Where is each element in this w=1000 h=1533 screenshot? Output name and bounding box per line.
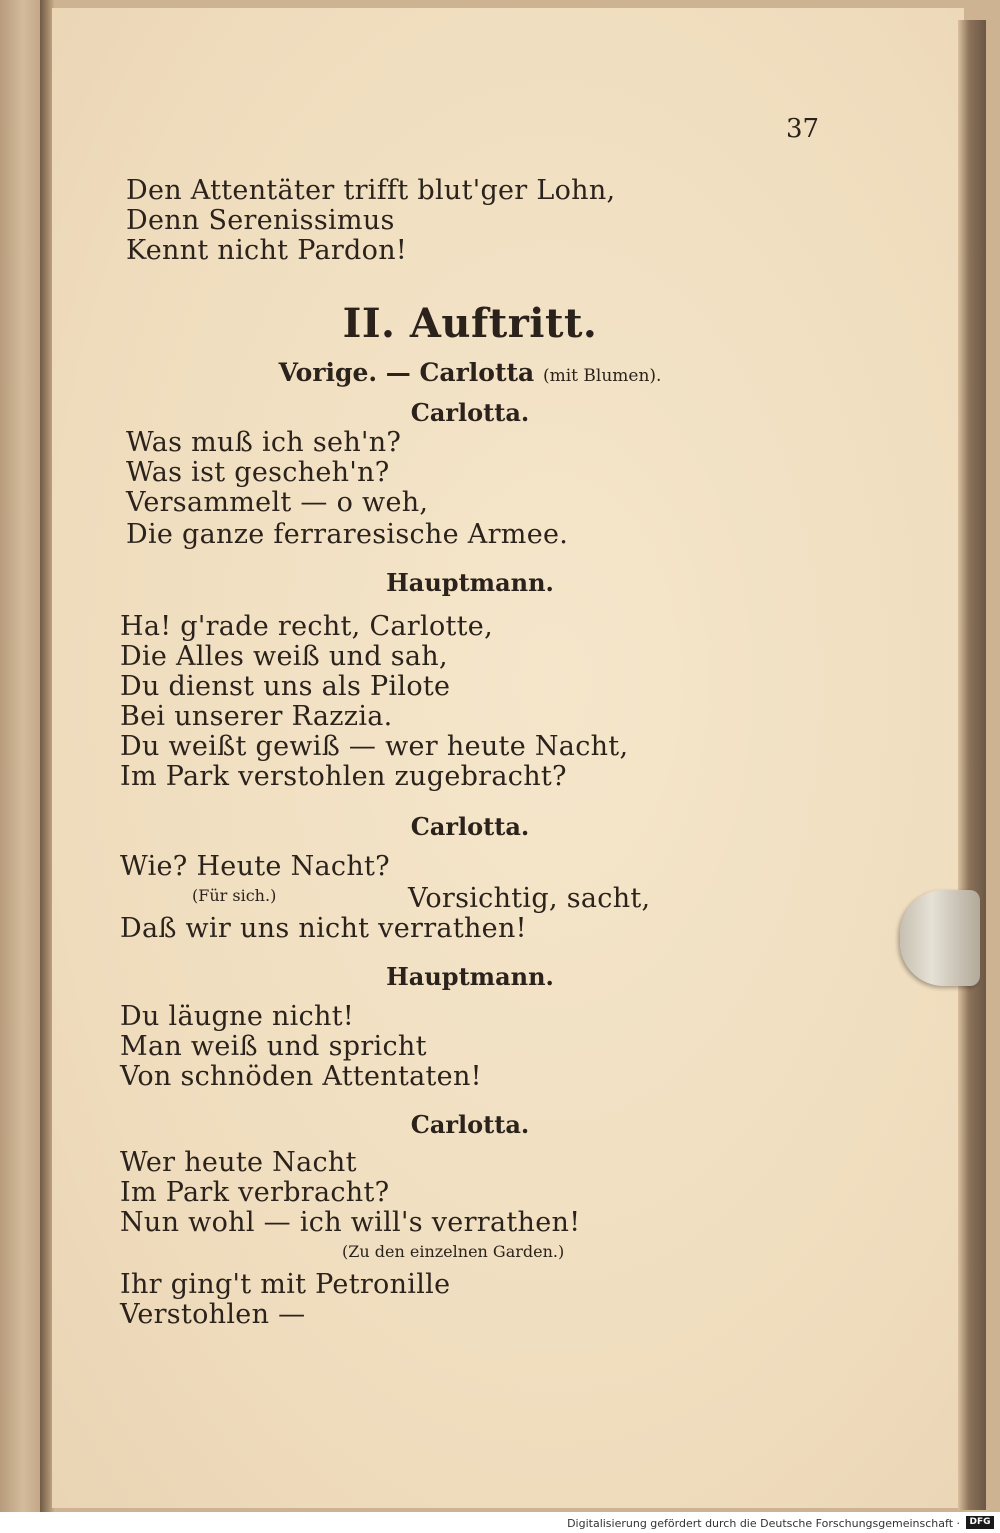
cast-note: (mit Blumen).	[542, 366, 662, 386]
previous-page-edge	[0, 0, 42, 1512]
verse-line: Versammelt — o weh,	[126, 487, 429, 518]
verse-line: Ihr ging't mit Petronille	[120, 1269, 451, 1300]
verse-line: Wer heute Nacht	[120, 1147, 357, 1178]
cast-names: Vorige. — Carlotta	[278, 358, 535, 387]
verse-line: Denn Serenissimus	[126, 205, 395, 236]
verse-line: Daß wir uns nicht verrathen!	[120, 913, 527, 944]
scene-title: II. Auftritt.	[342, 300, 598, 347]
cast-line	[0, 358, 940, 387]
speaker-name: Carlotta.	[410, 1110, 530, 1139]
verse-line: Du dienst uns als Pilote	[120, 671, 451, 702]
speaker-name: Carlotta.	[410, 398, 530, 427]
verse-line: Du läugne nicht!	[120, 1001, 355, 1032]
stage-direction: (Zu den einzelnen Garden.)	[342, 1242, 565, 1261]
verse-line: Im Park verstohlen zugebracht?	[120, 761, 567, 792]
verse-line: Im Park verbracht?	[120, 1177, 390, 1208]
verse-line: Verstohlen —	[120, 1299, 306, 1330]
verse-line: Den Attentäter trifft blut'ger Lohn,	[126, 175, 616, 206]
verse-line: Man weiß und spricht	[120, 1031, 427, 1062]
verse-line: Kennt nicht Pardon!	[126, 235, 408, 266]
verse-line: Bei unserer Razzia.	[120, 701, 393, 732]
stage-direction: (Für sich.)	[192, 886, 277, 905]
speaker-name: Hauptmann.	[386, 568, 554, 597]
verse-line: Nun wohl — ich will's verrathen!	[120, 1207, 581, 1238]
verse-line: Von schnöden Attentaten!	[120, 1061, 482, 1092]
verse-line: Wie? Heute Nacht?	[120, 851, 390, 882]
verse-line: Die ganze ferraresische Armee.	[126, 519, 569, 550]
verse-line: Ha! g'rade recht, Carlotte,	[120, 611, 493, 642]
page-stack-edge	[958, 20, 986, 1510]
verse-line: Was muß ich seh'n?	[126, 427, 402, 458]
speaker-name: Hauptmann.	[386, 962, 554, 991]
verse-line: Die Alles weiß und sah,	[120, 641, 448, 672]
speaker-name: Carlotta.	[410, 812, 530, 841]
verse-line: Du weißt gewiß — wer heute Nacht,	[120, 731, 629, 762]
page-number: 37	[786, 114, 820, 144]
verse-line: Vorsichtig, sacht,	[408, 883, 651, 914]
verse-line: Was ist gescheh'n?	[126, 457, 390, 488]
dfg-logo: DFG	[966, 1516, 994, 1529]
funding-credit: Digitalisierung gefördert durch die Deutsche Forschungsgemeinschaft ·	[567, 1517, 960, 1530]
